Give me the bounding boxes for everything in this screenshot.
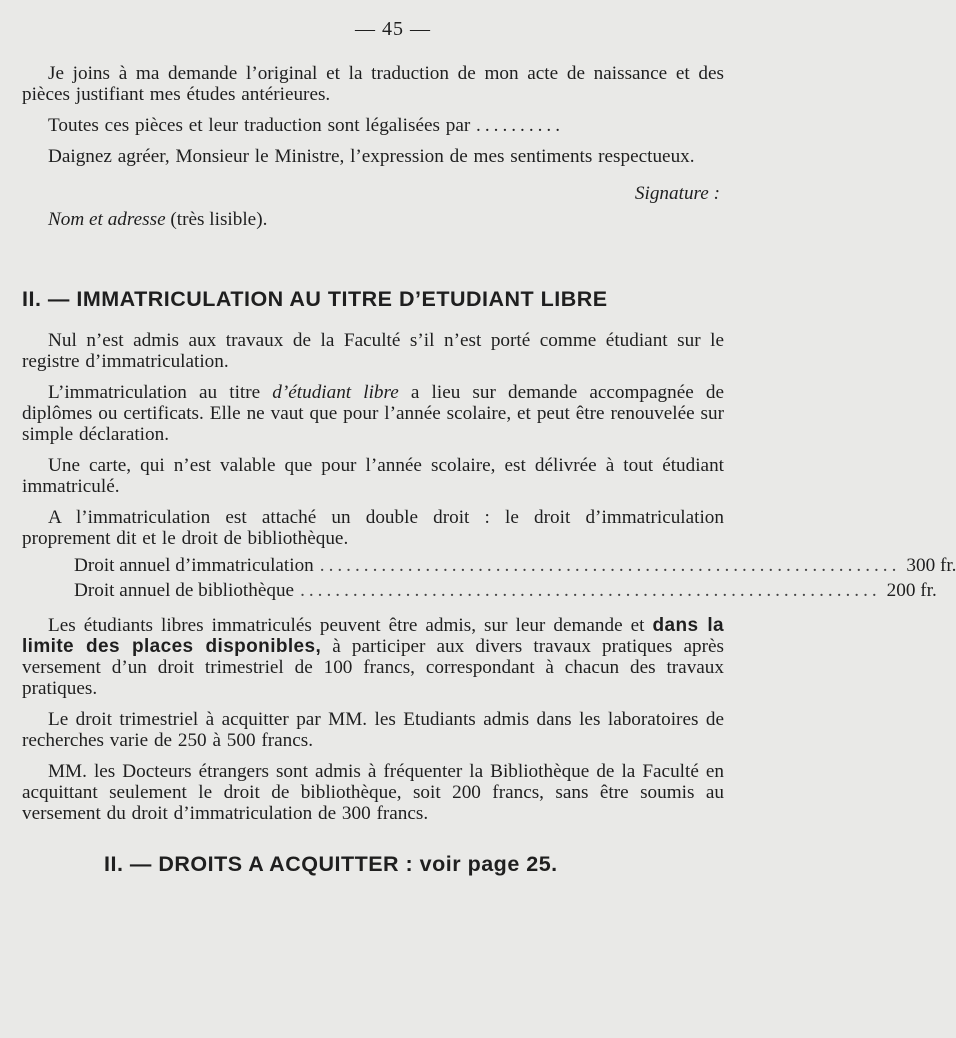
intro-paragraph-3: Daignez agréer, Monsieur le Ministre, l’expression de mes sentiments respectueux. [48, 146, 695, 167]
name-address-line [48, 209, 724, 231]
section1-paragraph-5-b: à participer aux divers travaux pratiques après versement d’un droit trimestriel de 100 francs, correspondant à chacun des travaux pratiques. [22, 636, 724, 699]
fee-list [22, 553, 956, 603]
section1-paragraph-1: Nul n’est admis aux travaux de la Faculté s’il n’est porté comme étudiant sur le registre d’immatriculation. [22, 330, 724, 372]
section1-paragraph-3: Une carte, qui n’est valable que pour l’année scolaire, est délivrée à tout étudiant immatriculé. [22, 455, 724, 497]
section-heading-immatriculation: II. — IMMATRICULATION AU TITRE D’ETUDIANT LIBRE [22, 287, 608, 311]
section-heading-droits: II. — DROITS A ACQUITTER : voir page 25. [104, 852, 558, 876]
fee-leader-dots: .................................................................. [300, 580, 881, 601]
fee-label: Droit annuel d’immatriculation [74, 555, 314, 576]
fee-row [74, 553, 956, 578]
intro-paragraph-2-text: Toutes ces pièces et leur traduction sont légalisées par [48, 115, 471, 136]
fee-label: Droit annuel de bibliothèque [74, 580, 295, 601]
section1-paragraph-4: A l’immatriculation est attaché un double droit : le droit d’immatriculation proprement dit et le droit de bibliothèque. [22, 507, 724, 549]
intro-paragraph-1: Je joins à ma demande l’original et la traduction de mon acte de naissance et des pièces justifiant mes études antérieures. [22, 63, 724, 105]
signature-label: Signature : [634, 183, 720, 204]
fee-amount: 300 fr. [906, 555, 956, 576]
fee-row [74, 578, 937, 603]
fee-amount: 200 fr. [886, 580, 937, 601]
intro-paragraph-2 [22, 115, 724, 136]
section1-paragraph-5 [22, 615, 724, 699]
section1-paragraph-6: Le droit trimestriel à acquitter par MM. les Etudiants admis dans les laboratoires de recherches varie de 250 à 500 francs. [22, 709, 724, 751]
section1-paragraph-2-b: a lieu sur demande accompagnée de diplômes ou certificats. Elle ne vaut que pour l’année scolaire, et peut être renouvelée sur simple déclaration. [22, 382, 724, 445]
section1-paragraph-2-italic: d’étudiant libre [272, 382, 399, 403]
page-number: — 45 — [355, 18, 431, 40]
section1-paragraph-7: MM. les Docteurs étrangers sont admis à fréquenter la Bibliothèque de la Faculté en acquittant seulement le droit de bibliothèque, soit 200 francs, sans être soumis au versement du droit d’immatriculation de 300 francs. [22, 761, 724, 824]
intro-paragraph-2-dots: .......... [476, 115, 565, 136]
section1-paragraph-2 [22, 382, 724, 445]
section1-paragraph-2-a: L’immatriculation au titre [48, 382, 273, 403]
section1-paragraph-5-bold: dans la limite des places disponibles, [22, 615, 724, 657]
name-address-rest: (très lisible). [165, 209, 268, 230]
name-address-italic: Nom et adresse [48, 209, 166, 230]
section1-paragraph-5-a: Les étudiants libres immatriculés peuvent être admis, sur leur demande et [48, 615, 653, 636]
fee-leader-dots: .................................................................. [319, 555, 901, 576]
